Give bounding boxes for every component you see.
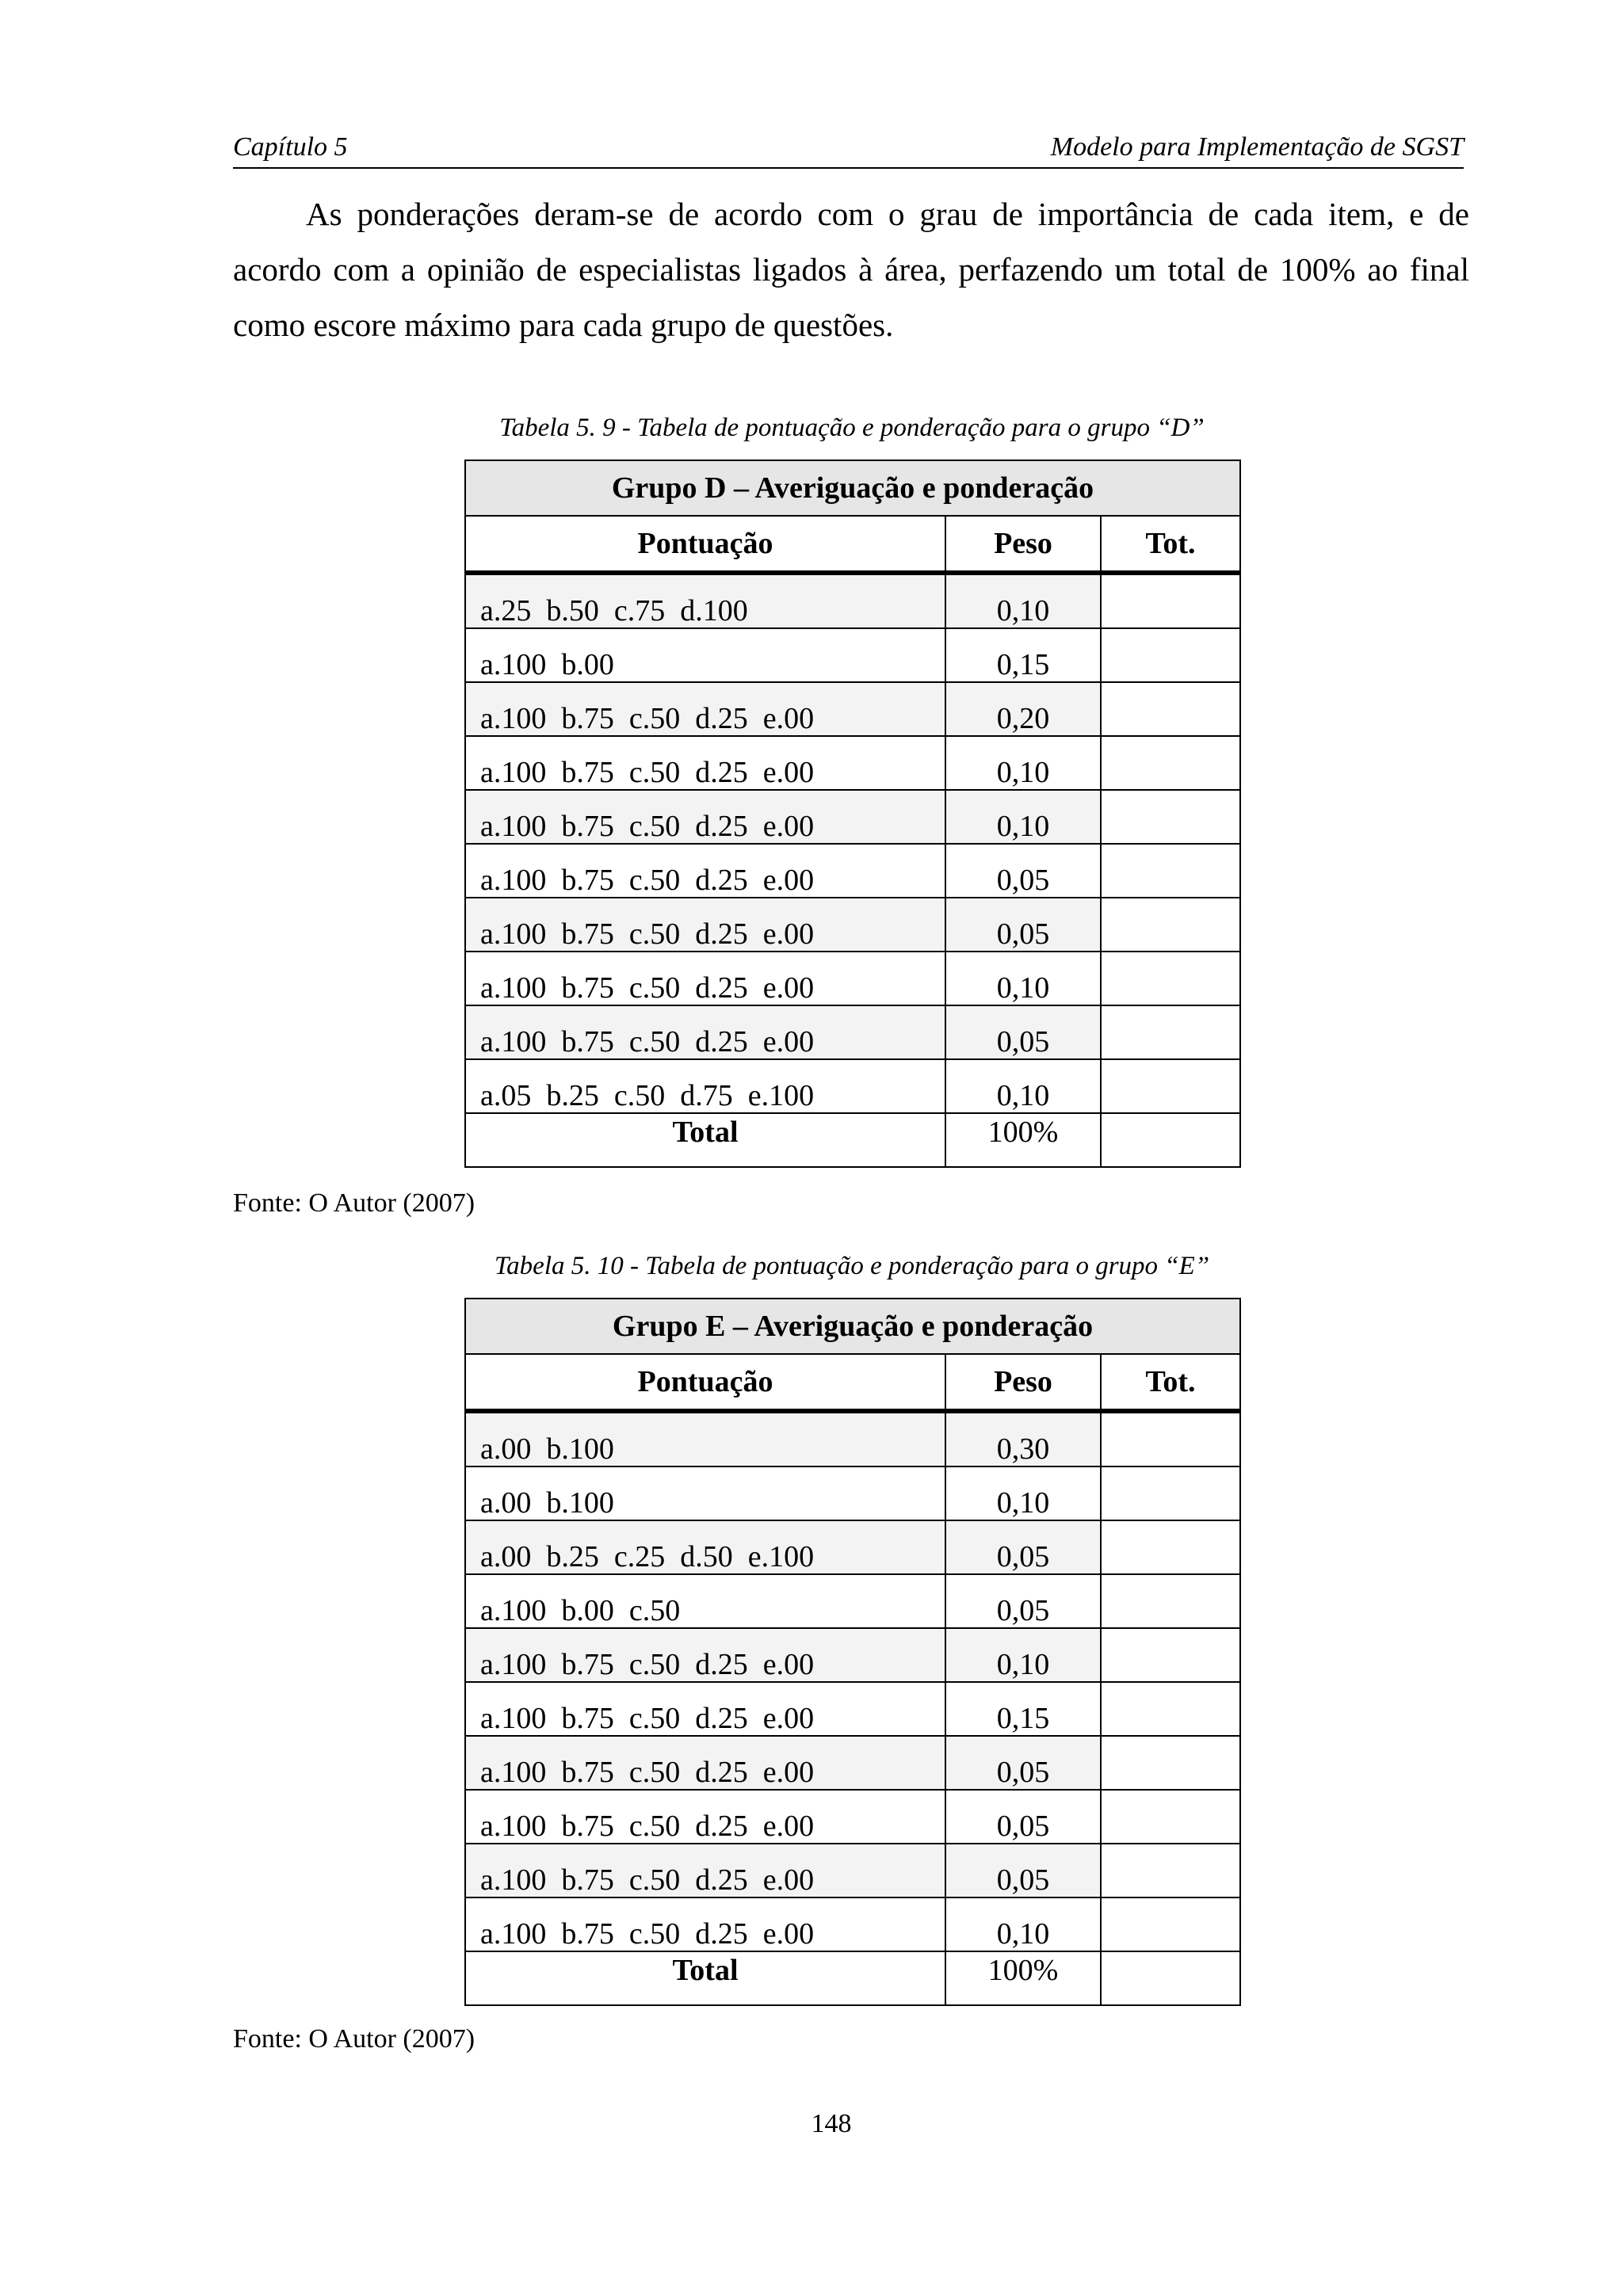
weight-cell: 0,10 bbox=[945, 1897, 1101, 1951]
score-cell: a.100 b.75 c.50 d.25 e.00 bbox=[465, 844, 945, 898]
weight-cell: 0,05 bbox=[945, 844, 1101, 898]
total-cell bbox=[1101, 1413, 1240, 1466]
table-row bbox=[465, 1574, 1240, 1628]
total-cell bbox=[1101, 844, 1240, 898]
total-cell bbox=[1101, 1736, 1240, 1790]
weight-cell: 0,05 bbox=[945, 898, 1101, 952]
score-cell: a.100 b.00 c.50 bbox=[465, 1574, 945, 1628]
weight-cell: 0,30 bbox=[945, 1413, 1101, 1466]
table-e-caption: Tabela 5. 10 - Tabela de pontuação e ponderação para o grupo “E” bbox=[494, 1252, 1210, 1280]
weight-cell: 0,05 bbox=[945, 1844, 1101, 1897]
score-cell: a.100 b.75 c.50 d.25 e.00 bbox=[465, 1005, 945, 1059]
total-cell bbox=[1101, 1059, 1240, 1113]
table-row bbox=[465, 1520, 1240, 1574]
column-header-pontuacao: Pontuação bbox=[465, 1354, 945, 1410]
total-label: Total bbox=[465, 1951, 945, 2005]
score-cell: a.00 b.25 c.25 d.50 e.100 bbox=[465, 1520, 945, 1574]
score-cell: a.100 b.75 c.50 d.25 e.00 bbox=[465, 1628, 945, 1682]
table-row bbox=[465, 790, 1240, 844]
weight-cell: 0,05 bbox=[945, 1790, 1101, 1844]
weight-cell: 0,05 bbox=[945, 1736, 1101, 1790]
body-paragraph: As ponderações deram-se de acordo com o grau de importância de cada item, e de acordo com a opinião de especialistas ligados à área, perfazendo um total de 100% ao final como escore máximo para cada grupo de questões. bbox=[233, 196, 1469, 343]
table-e bbox=[464, 1298, 1241, 2006]
table-d-body bbox=[465, 574, 1240, 1113]
total-cell bbox=[1101, 574, 1240, 628]
total-cell bbox=[1101, 1113, 1240, 1167]
table-row bbox=[465, 952, 1240, 1005]
total-cell bbox=[1101, 736, 1240, 790]
weight-cell: 0,05 bbox=[945, 1520, 1101, 1574]
total-value: 100% bbox=[945, 1951, 1101, 2005]
weight-cell: 0,10 bbox=[945, 1059, 1101, 1113]
column-header-peso: Peso bbox=[945, 516, 1101, 572]
score-cell: a.00 b.100 bbox=[465, 1413, 945, 1466]
table-row bbox=[465, 682, 1240, 736]
table-d-caption: Tabela 5. 9 - Tabela de pontuação e ponderação para o grupo “D” bbox=[499, 414, 1205, 442]
weight-cell: 0,05 bbox=[945, 1574, 1101, 1628]
total-value: 100% bbox=[945, 1113, 1101, 1167]
column-header-peso: Peso bbox=[945, 1354, 1101, 1410]
table-row bbox=[465, 1628, 1240, 1682]
weight-cell: 0,10 bbox=[945, 1466, 1101, 1520]
table-e-source: Fonte: O Autor (2007) bbox=[233, 2024, 475, 2054]
chapter-title: Modelo para Implementação de SGST bbox=[1050, 132, 1464, 162]
weight-cell: 0,20 bbox=[945, 682, 1101, 736]
total-label: Total bbox=[465, 1113, 945, 1167]
score-cell: a.100 b.75 c.50 d.25 e.00 bbox=[465, 1897, 945, 1951]
score-cell: a.100 b.00 bbox=[465, 628, 945, 682]
table-row bbox=[465, 1897, 1240, 1951]
total-cell bbox=[1101, 898, 1240, 952]
table-row bbox=[465, 1059, 1240, 1113]
table-row bbox=[465, 898, 1240, 952]
weight-cell: 0,10 bbox=[945, 736, 1101, 790]
weight-cell: 0,10 bbox=[945, 790, 1101, 844]
table-row bbox=[465, 1466, 1240, 1520]
total-cell bbox=[1101, 1790, 1240, 1844]
score-cell: a.100 b.75 c.50 d.25 e.00 bbox=[465, 1736, 945, 1790]
score-cell: a.100 b.75 c.50 d.25 e.00 bbox=[465, 1790, 945, 1844]
total-cell bbox=[1101, 1951, 1240, 2005]
table-row bbox=[465, 844, 1240, 898]
table-e-title: Grupo E – Averiguação e ponderação bbox=[465, 1299, 1240, 1354]
total-cell bbox=[1101, 1897, 1240, 1951]
table-d-source: Fonte: O Autor (2007) bbox=[233, 1188, 475, 1218]
total-cell bbox=[1101, 682, 1240, 736]
total-cell bbox=[1101, 790, 1240, 844]
score-cell: a.100 b.75 c.50 d.25 e.00 bbox=[465, 736, 945, 790]
score-cell: a.100 b.75 c.50 d.25 e.00 bbox=[465, 1682, 945, 1736]
table-row bbox=[465, 574, 1240, 628]
weight-cell: 0,10 bbox=[945, 1628, 1101, 1682]
page-number: 148 bbox=[811, 2109, 852, 2138]
total-cell bbox=[1101, 1682, 1240, 1736]
score-cell: a.00 b.100 bbox=[465, 1466, 945, 1520]
total-cell bbox=[1101, 1844, 1240, 1897]
chapter-label: Capítulo 5 bbox=[233, 132, 348, 162]
score-cell: a.100 b.75 c.50 d.25 e.00 bbox=[465, 682, 945, 736]
score-cell: a.100 b.75 c.50 d.25 e.00 bbox=[465, 898, 945, 952]
table-row bbox=[465, 736, 1240, 790]
column-header-pontuacao: Pontuação bbox=[465, 516, 945, 572]
score-cell: a.100 b.75 c.50 d.25 e.00 bbox=[465, 790, 945, 844]
weight-cell: 0,10 bbox=[945, 574, 1101, 628]
total-row bbox=[465, 1113, 1240, 1167]
total-row bbox=[465, 1951, 1240, 2005]
table-row bbox=[465, 628, 1240, 682]
table-row bbox=[465, 1736, 1240, 1790]
total-cell bbox=[1101, 628, 1240, 682]
weight-cell: 0,05 bbox=[945, 1005, 1101, 1059]
score-cell: a.100 b.75 c.50 d.25 e.00 bbox=[465, 952, 945, 1005]
running-header bbox=[233, 129, 1464, 169]
table-d bbox=[464, 460, 1241, 1168]
score-cell: a.25 b.50 c.75 d.100 bbox=[465, 574, 945, 628]
table-e-body bbox=[465, 1413, 1240, 1951]
score-cell: a.05 b.25 c.50 d.75 e.100 bbox=[465, 1059, 945, 1113]
column-header-tot: Tot. bbox=[1101, 1354, 1240, 1410]
table-d-title: Grupo D – Averiguação e ponderação bbox=[465, 460, 1240, 516]
weight-cell: 0,15 bbox=[945, 1682, 1101, 1736]
total-cell bbox=[1101, 1574, 1240, 1628]
table-row bbox=[465, 1005, 1240, 1059]
table-row bbox=[465, 1682, 1240, 1736]
table-row bbox=[465, 1790, 1240, 1844]
weight-cell: 0,15 bbox=[945, 628, 1101, 682]
total-cell bbox=[1101, 952, 1240, 1005]
score-cell: a.100 b.75 c.50 d.25 e.00 bbox=[465, 1844, 945, 1897]
column-header-tot: Tot. bbox=[1101, 516, 1240, 572]
table-row bbox=[465, 1844, 1240, 1897]
weight-cell: 0,10 bbox=[945, 952, 1101, 1005]
table-row bbox=[465, 1413, 1240, 1466]
total-cell bbox=[1101, 1005, 1240, 1059]
total-cell bbox=[1101, 1466, 1240, 1520]
total-cell bbox=[1101, 1628, 1240, 1682]
total-cell bbox=[1101, 1520, 1240, 1574]
